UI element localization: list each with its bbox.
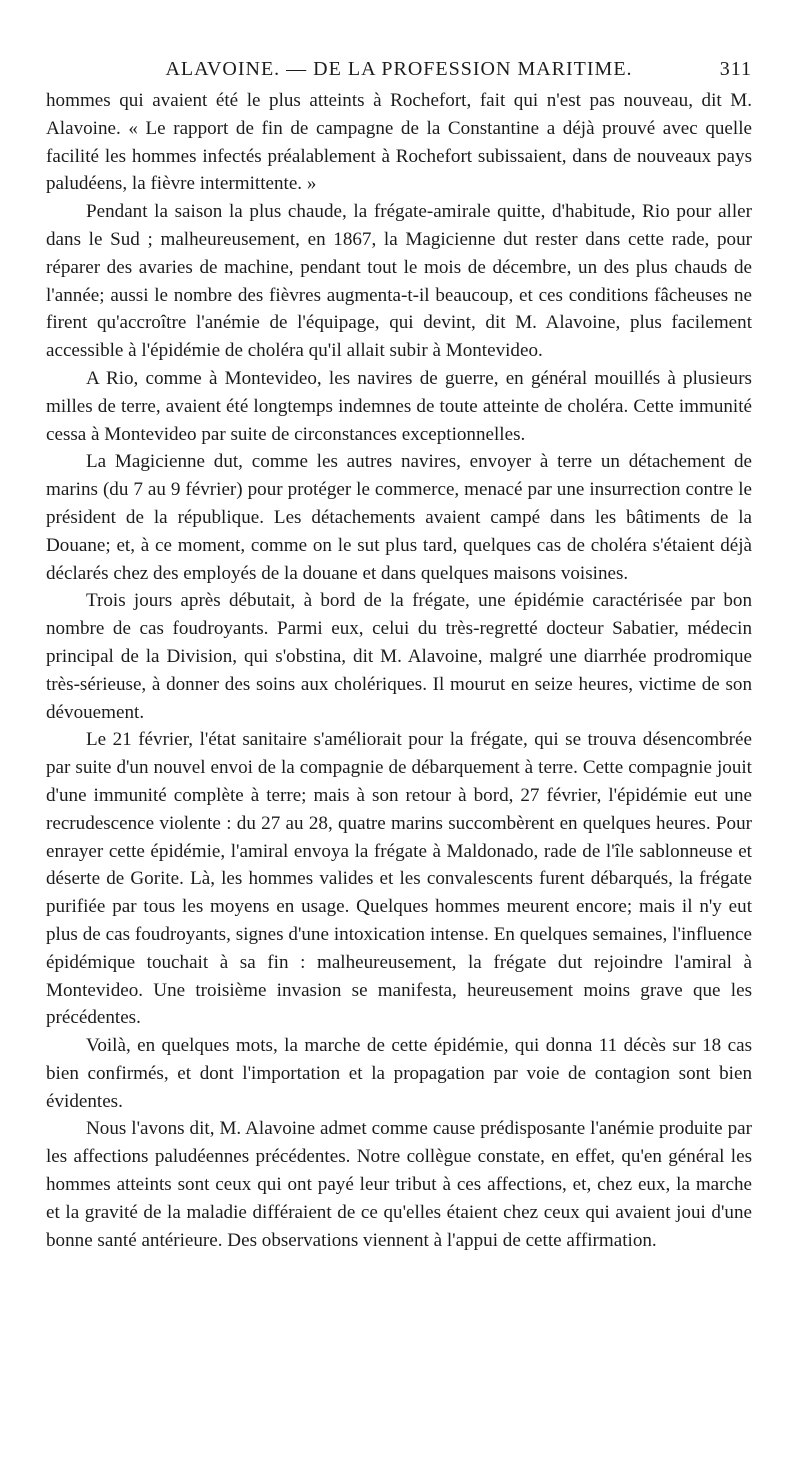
body-text [46,87,752,1254]
paragraph: Nous l'avons dit, M. Alavoine admet comme cause prédisposante l'anémie produite par les affections paludéennes précédentes. Notre collègue constate, en effet, qu'en général les hommes atteints sont ceux qui ont payé leur tribut à ces affections, et, chez eux, la marche et la gravité de la maladie différaient de ce qu'elles étaient chez ceux qui avaient joui d'une bonne santé antérieure. Des observations viennent à l'appui de cette affirmation. [46,1118,752,1251]
paragraph: A Rio, comme à Montevideo, les navires de guerre, en général mouillés à plusieurs milles de terre, avaient été longtemps indemnes de toute atteinte de choléra. Cette immunité cessa à Montevideo par suite de circonstances exceptionnelles. [46,367,752,445]
paragraph: Le 21 février, l'état sanitaire s'améliorait pour la frégate, qui se trouva désencombrée par suite d'un nouvel envoi de la compagnie de débarquement à terre. Cette compagnie jouit d'une immunité complète à terre; mais à son retour à bord, 27 février, l'épidémie eut une recrudescence violente : du 27 au 28, quatre marins succombèrent en quelques heures. Pour enrayer cette épidémie, l'amiral envoya la frégate à Maldonado, rade de l'île sablonneuse et déserte de Gorite. Là, les hommes valides et les convalescents furent débarqués, la frégate purifiée par tous les moyens en usage. Quelques hommes meurent encore; mais il n'y eut plus de cas foudroyants, signes d'une intoxication intense. En quelques semaines, l'influence épidémique touchait à sa fin : malheureusement, la frégate dut rejoindre l'amiral à Montevideo. Une troisième invasion se manifesta, heureusement moins grave que les précédentes. [46,729,752,1029]
running-title: ALAVOINE. — DE LA PROFESSION MARITIME. [165,58,633,80]
page-number: 311 [719,58,752,80]
running-head [46,58,752,81]
paragraph: La Magicienne dut, comme les autres navires, envoyer à terre un détachement de marins (du 7 au 9 février) pour protéger le commerce, menacé par une insurrection contre le président de la république. Les détachements avaient campé dans les bâtiments de la Douane; et, à ce moment, comme on le sut plus tard, quelques cas de choléra s'étaient déjà déclarés chez des employés de la douane et dans quelques maisons voisines. [46,451,752,584]
paragraph-continued: hommes qui avaient été le plus atteints à Rochefort, fait qui n'est pas nouveau, dit M. Alavoine. « Le rapport de fin de campagne de la Constantine a déjà prouvé avec quelle facilité les hommes infectés préalablement à Rochefort subissaient, dans de nouveaux pays paludéens, la fièvre intermittente. » [46,90,752,195]
paragraph: Voilà, en quelques mots, la marche de cette épidémie, qui donna 11 décès sur 18 cas bien confirmés, et dont l'importation et la propagation par voie de contagion sont bien évidentes. [46,1035,752,1112]
paragraph: Pendant la saison la plus chaude, la frégate-amirale quitte, d'habitude, Rio pour aller dans le Sud ; malheureusement, en 1867, la Magicienne dut rester dans cette rade, pour réparer des avaries de machine, pendant tout le mois de décembre, un des plus chauds de l'année; aussi le nombre des fièvres augmenta-t-il beaucoup, et ces conditions fâcheuses ne firent qu'accroître l'anémie de l'équipage, qui devint, dit M. Alavoine, plus facilement accessible à l'épidémie de choléra qu'il allait subir à Montevideo. [46,201,752,362]
paragraph: Trois jours après débutait, à bord de la frégate, une épidémie caractérisée par bon nombre de cas foudroyants. Parmi eux, celui du très-regretté docteur Sabatier, médecin principal de la Division, qui s'obstina, dit M. Alavoine, malgré une diarrhée prodromique très-sérieuse, à donner des soins aux cholériques. Il mourut en seize heures, victime de son dévouement. [46,590,752,723]
